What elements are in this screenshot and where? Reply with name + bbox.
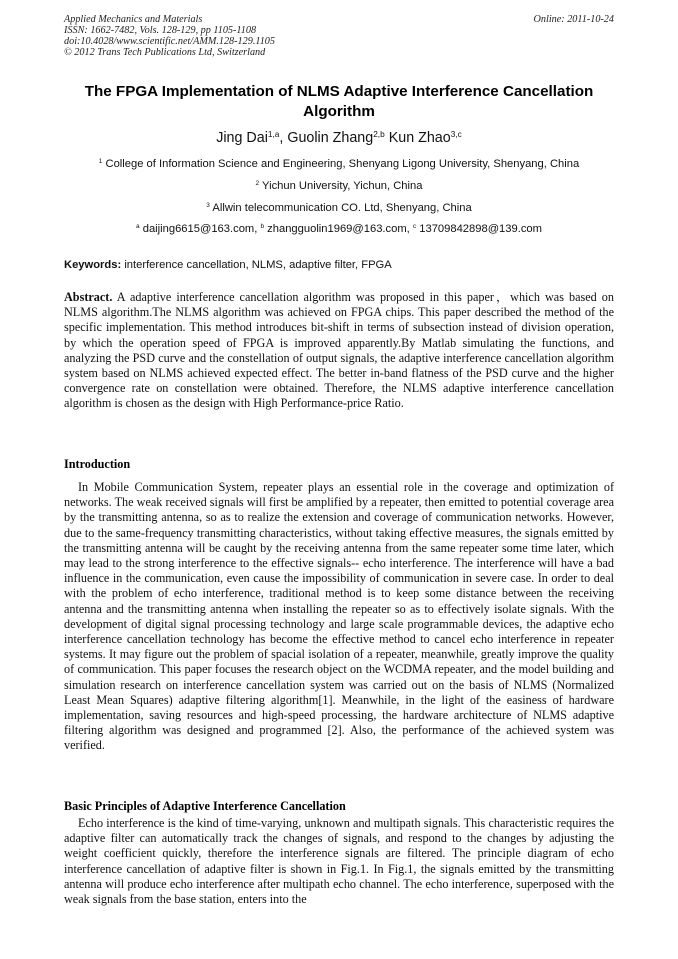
affiliation-sup: 1 [98,158,103,166]
email-sup: a [136,223,140,231]
affiliation-2 [40,179,638,193]
title-line-2: Algorithm [303,103,375,120]
author-name: Kun Zhao [388,130,451,146]
email-link[interactable]: daijing6615@163.com, [142,223,261,235]
keywords-label: Keywords: [64,259,122,271]
paper-title [64,82,614,122]
affiliation-3 [40,201,638,215]
affiliation-text: Yichun University, Yichun, China [262,180,423,192]
copyright-line: © 2012 Trans Tech Publications Ltd, Switzerland [64,47,266,58]
affiliation-sup: 3 [206,202,210,210]
online-date: Online: 2011-10-24 [533,14,614,25]
affiliation-text: Allwin telecommunication CO. Ltd, Shenyang, China [212,202,472,214]
email-sup: c [412,223,417,231]
keywords [64,258,614,272]
affiliation-sup: 2 [255,180,260,188]
abstract-text: A adaptive interference cancellation algorithm was proposed in this paper，which was based on NLMS algorithm.The NLMS algorithm was achieved on FPGA chips. This paper described the method of the specific implementation. This method introduces bit-shift in terms of subsection instead of division operation, by which the operation speed of FPGA is improved apparently.By Matlab simulating the functions, and analyzing the PSD curve and the constellation of output signals, the adaptive interference cancellation algorithm system based on NLMS achieved expected effect. The better in-band flatness of the PSD curve and the higher convergence rate on constellation were obtained. Therefore, the NLMS adaptive interference cancellation algorithm is chosen as the design with High Performance-price Ratio. [64,290,614,411]
email-sup: b [260,223,265,231]
email-link[interactable]: 13709842898@139.com [419,223,542,235]
author-list [64,129,614,147]
author-sup: 3,c [450,129,462,140]
journal-name: Applied Mechanics and Materials [64,14,203,25]
title-line-1: The FPGA Implementation of NLMS Adaptive Interference Cancellation [84,83,594,100]
basic-principles-paragraph: Echo interference is the kind of time-varying, unknown and multipath signals. This characteristic requires the adaptive filter can automatically track the changes of signals, and respond to the changes by adjusting the weight coefficient quickly, therefore the interference signals are filtered. The principle diagram of echo interference cancellation of adaptive filter is shown in Fig.1. In Fig.1, the signals emitted by the transmitting antenna will produce echo interference after multipath echo channel. The echo interference, superposed with the weak signals from the base station, enters into the [64,816,614,907]
author-separator: , [279,130,288,146]
issn-line: ISSN: 1662-7482, Vols. 128-129, pp 1105-1108 [64,25,257,36]
abstract [64,290,614,412]
basic-principles-heading: Basic Principles of Adaptive Interference Cancellation [64,799,346,813]
keywords-text: interference cancellation, NLMS, adaptive filter, FPGA [124,259,392,271]
email-line [40,222,638,236]
author-name: Jing Dai [216,130,268,146]
journal-header [64,14,444,58]
abstract-label: Abstract. [64,290,113,304]
author-sup: 2,b [373,129,385,140]
affiliation-text: College of Information Science and Engineering, Shenyang Ligong University, Shenyang, China [105,158,580,170]
introduction-heading: Introduction [64,457,131,471]
affiliation-1 [40,157,638,171]
doi-line: doi:10.4028/www.scientific.net/AMM.128-129.1105 [64,36,275,47]
author-name: Guolin Zhang [287,130,374,146]
introduction-paragraph: In Mobile Communication System, repeater plays an essential role in the coverage and optimization of networks. The weak received signals will first be amplified by a repeater, then emitted to potential coverage area by the transmitting antenna, so as to realize the extension and coverage of communication networks. However, due to the same-frequency transmitting characteristics, without taking effective measures, the signals emitted by the transmitting antenna will be caught by the receiving antenna from the same repeater some time later, which may lead to the strong interference to the effective signals-- echo interference. The interference will have a bad influence in the communication, even cause the impossibility of communication in severe case. In order to deal with the problem of echo interference, traditional method is to keep some distance between the receiving antenna and the transmitting antenna when installing the repeater so as to effectively isolate signals. With the development of digital signal processing technology and large scale programmable devices, the adaptive echo interference cancellation technology has become the effective method to cancel echo interference in repeater systems. It may figure out the problem of spacial isolation of a repeater, meanwhile, greatly improve the quality of communication. This paper focuses the research object on the WCDMA repeater, and the model building and simulation research on interference cancellation system was carried out on the basis of NLMS (Normalized Least Mean Squares) adaptive filtering algorithm[1]. Meanwhile, in the light of the easiness of hardware implementation, saving resources and high-speed processing, the hardware architecture of NLMS adaptive filtering algorithm was designed and programmed [2]. Also, the performance of the achieved system was verified. [64,480,614,753]
email-link[interactable]: zhangguolin1969@163.com, [267,223,413,235]
author-sup: 1,a [267,129,280,140]
